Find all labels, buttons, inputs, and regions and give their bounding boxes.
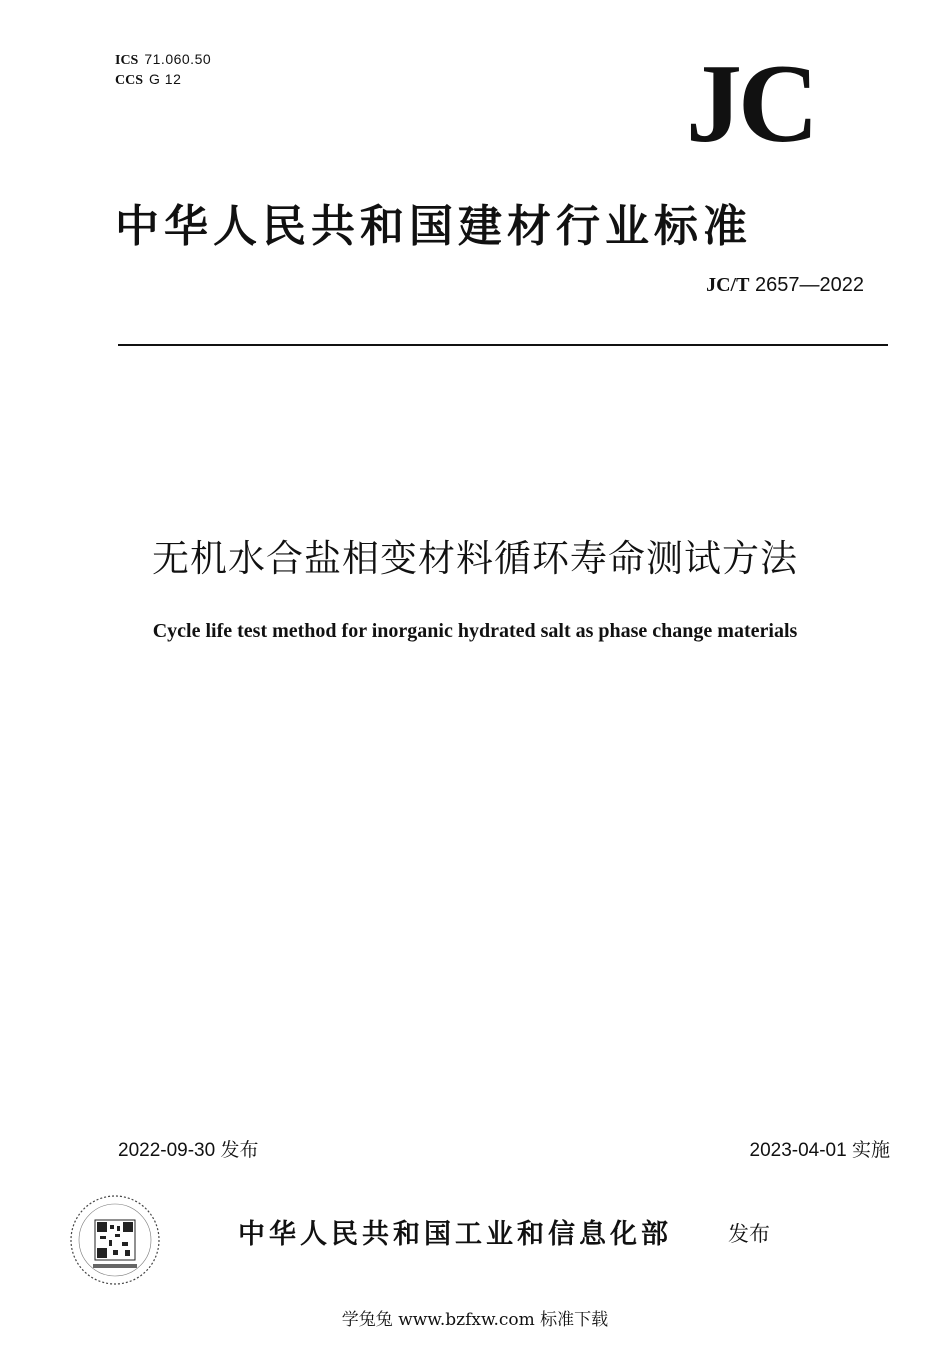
publishing-authority: 中华人民共和国工业和信息化部	[238, 1219, 672, 1250]
issue-date-line	[118, 1135, 259, 1162]
standard-number-value: 2657—2022	[755, 274, 864, 296]
implementation-date: 2023-04-01	[749, 1140, 847, 1161]
document-title-english: Cycle life test method for inorganic hydrated salt as phase change materials	[152, 620, 798, 642]
ics-line	[115, 50, 211, 70]
ics-value: 71.060.50	[144, 51, 212, 67]
issue-label: 发布	[220, 1140, 259, 1161]
header-divider	[118, 344, 888, 346]
classification-codes	[115, 50, 211, 90]
qr-seal-icon	[65, 1190, 165, 1290]
implementation-label: 实施	[851, 1140, 890, 1161]
ccs-value: G 12	[149, 71, 182, 87]
footer-watermark: 学兔兔 www.bzfxw.com 标准下载	[341, 1310, 609, 1330]
implementation-date-line	[750, 1135, 891, 1162]
standard-type-heading: 中华人民共和国建材行业标准	[115, 201, 752, 252]
jc-logo: JC	[686, 42, 815, 166]
issue-date: 2022-09-30	[118, 1140, 216, 1161]
standard-number	[706, 274, 864, 297]
ccs-label: CCS	[115, 73, 144, 88]
publishing-label: 发布	[728, 1222, 770, 1246]
standard-number-prefix: JC/T	[706, 274, 750, 296]
document-title-chinese: 无机水合盐相变材料循环寿命测试方法	[152, 537, 798, 580]
ccs-line	[115, 70, 211, 90]
ics-label: ICS	[115, 53, 139, 68]
